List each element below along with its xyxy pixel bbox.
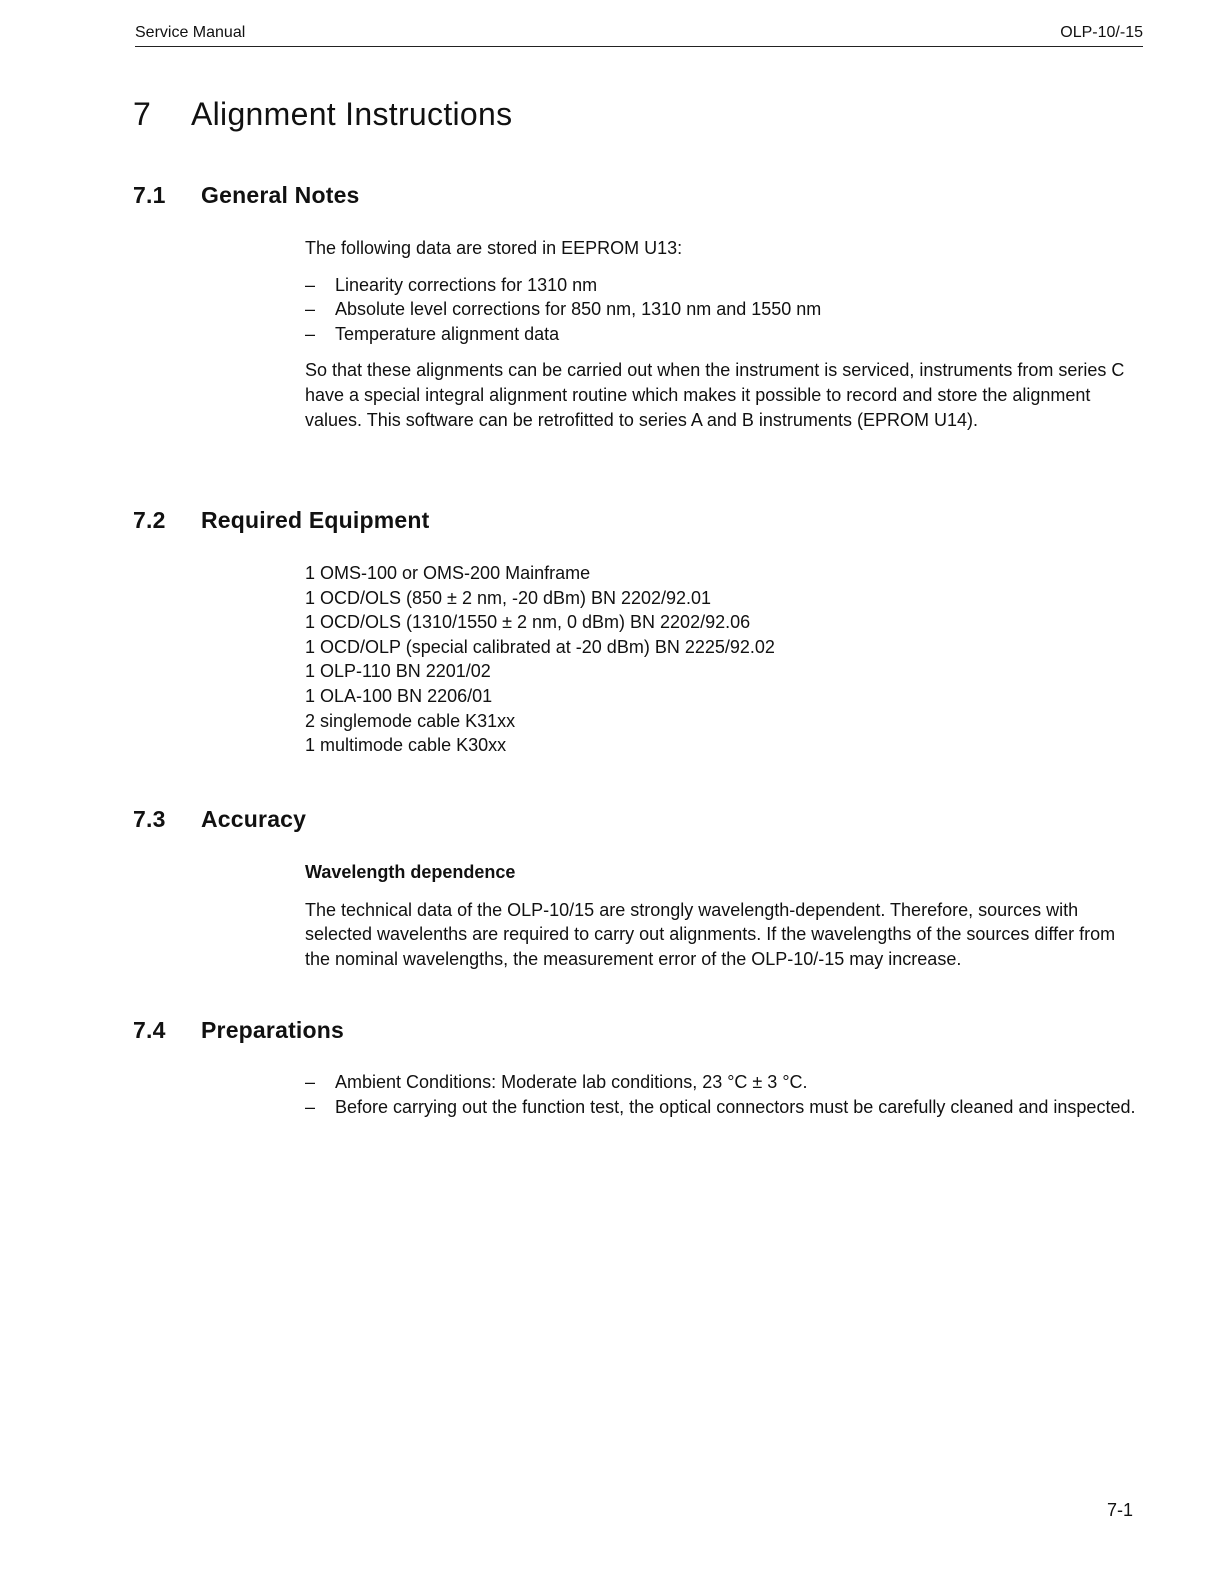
equipment-list: [305, 561, 1145, 758]
section-title: General Notes: [201, 182, 360, 208]
list-item: – Temperature alignment data: [305, 322, 1145, 347]
list-item: – Linearity corrections for 1310 nm: [305, 273, 1145, 298]
list-item: 1 multimode cable K30xx: [305, 735, 507, 756]
section-body-required-equipment: [305, 561, 1145, 758]
chapter-title-text: Alignment Instructions: [191, 96, 513, 132]
section-heading-required-equipment: [133, 507, 430, 534]
intro-text: The following data are stored in EEPROM U13:: [305, 238, 683, 258]
chapter-title: [133, 96, 512, 133]
list-item: 1 OCD/OLS (850 ± 2 nm, -20 dBm) BN 2202/92.01: [305, 587, 712, 608]
subheading: Wavelength dependence: [305, 862, 516, 882]
chapter-number: 7: [133, 96, 152, 132]
section-heading-preparations: [133, 1017, 344, 1044]
section-body-preparations: [305, 1070, 1145, 1119]
section-heading-accuracy: [133, 806, 306, 833]
section-title: Accuracy: [201, 806, 307, 832]
list-item: – Before carrying out the function test, the optical connectors must be carefully cleaned and inspected.: [305, 1095, 1145, 1120]
page-number: 7-1: [1107, 1500, 1134, 1520]
section-heading-general-notes: [133, 182, 360, 209]
list-item: 2 singlemode cable K31xx: [305, 710, 516, 731]
list-item: 1 OCD/OLP (special calibrated at -20 dBm) BN 2225/92.02: [305, 636, 775, 657]
section-number: 7.2: [133, 507, 166, 533]
section-number: 7.4: [133, 1017, 166, 1043]
page-header: [135, 22, 1143, 47]
list-item: – Absolute level corrections for 850 nm, 1310 nm and 1550 nm: [305, 297, 1145, 322]
section-number: 7.1: [133, 182, 166, 208]
list-item: 1 OLP-110 BN 2201/02: [305, 661, 491, 682]
section-body-accuracy: [305, 860, 1145, 971]
section-number: 7.3: [133, 806, 166, 832]
list-item: 1 OLA-100 BN 2206/01: [305, 685, 493, 706]
list-item: 1 OCD/OLS (1310/1550 ± 2 nm, 0 dBm) BN 2202/92.06: [305, 612, 751, 633]
section-title: Required Equipment: [201, 507, 430, 533]
header-right-text: OLP-10/-15: [1060, 24, 1143, 41]
stored-data-list: [305, 273, 1145, 347]
preparations-list: [305, 1070, 1145, 1119]
header-left-text: Service Manual: [135, 24, 246, 41]
list-item: 1 OMS-100 or OMS-200 Mainframe: [305, 563, 591, 583]
paragraph: So that these alignments can be carried out when the instrument is serviced, instruments from series C have a special integral alignment routine which makes it possible to record and store the alignment values. This software can be retrofitted to series A and B instruments (EPROM U14).: [305, 360, 1125, 430]
paragraph: The technical data of the OLP-10/15 are strongly wavelength-dependent. Therefore, sources with selected wavelenths are required to carry out alignments. If the wavelengths of the sources differ from the nominal wavelengths, the measurement error of the OLP-10/-15 may increase.: [305, 899, 1116, 969]
section-body-general-notes: [305, 236, 1145, 432]
section-title: Preparations: [201, 1017, 345, 1043]
list-item: – Ambient Conditions: Moderate lab conditions, 23 °C ± 3 °C.: [305, 1070, 1145, 1095]
